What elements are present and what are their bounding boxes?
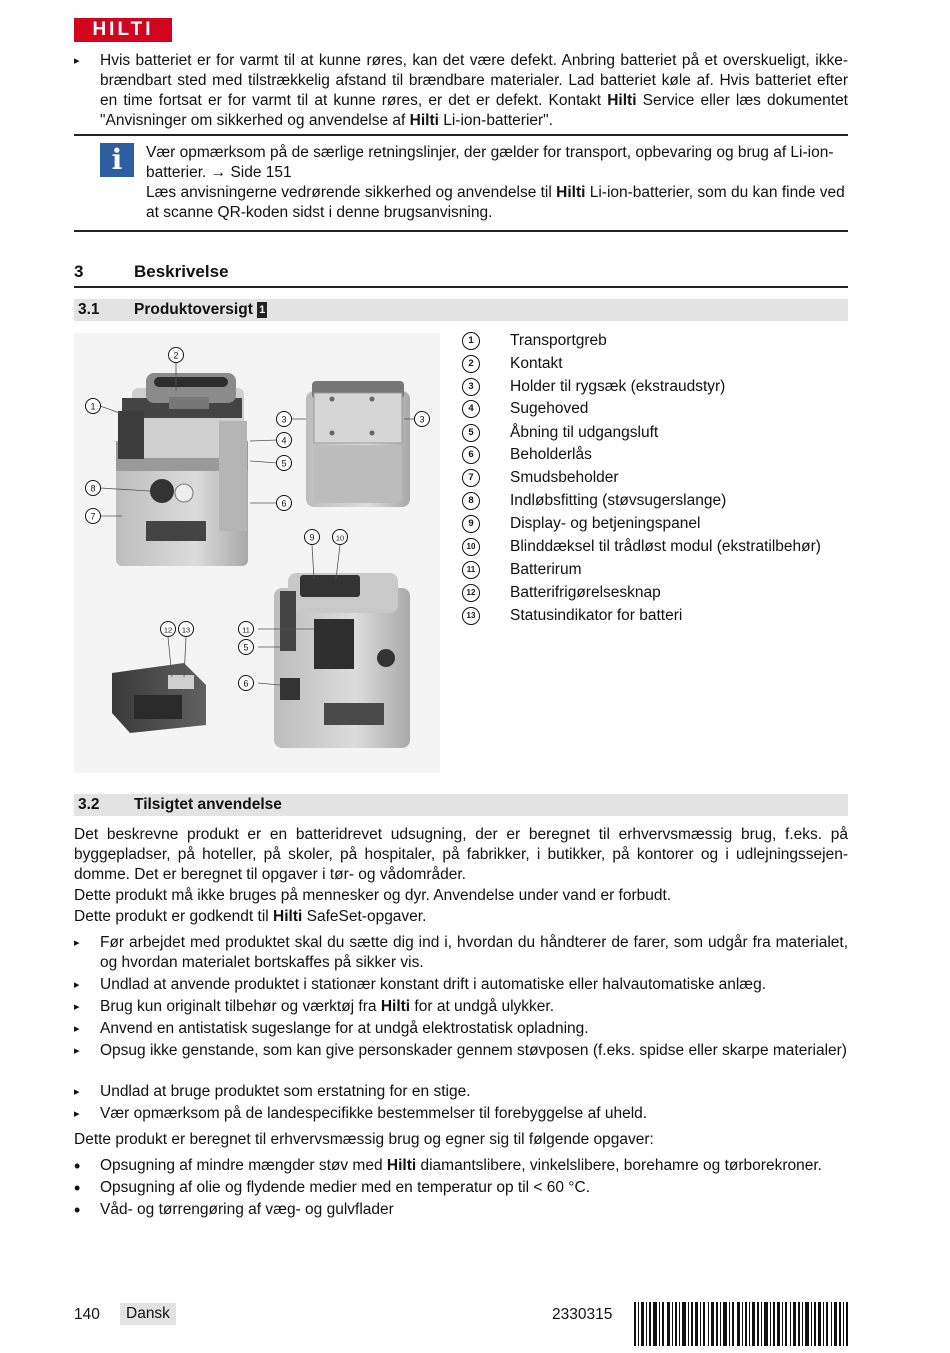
bullet-arrow-icon: ▸ [74,55,80,67]
callout-6b [239,676,254,691]
bullet-dot-icon: • [74,1178,81,1198]
callout-2 [169,348,184,363]
task-bullet: • Opsugning af olie og flydende medier med en temperatur op til < 60 °C. [74,1178,590,1198]
svg-text:6: 6 [281,498,287,509]
arrow-right-icon: → [210,164,227,181]
callout-13 [179,622,194,637]
warning-text: Li-ion-batterier". [438,112,553,129]
info-note-line2: Læs anvisningerne vedrørende sikkerhed og anvendelse til Hilti Li-ion-batterier, som du kan finde ved at scanne QR-koden sidst i denne brugsanvisning. [146,184,845,221]
task-bullet: • Våd- og tørrengøring af væg- og gulvflader [74,1200,394,1220]
callout-11 [239,622,254,637]
barcode-icon [634,1302,848,1346]
callout-4 [277,433,292,448]
bullet-dot-icon: • [74,1156,81,1176]
document-code: 2330315 [552,1306,613,1323]
figure-reference-badge: 1 [259,304,266,316]
language-label: Dansk [120,1303,176,1325]
rule-bullet: ▸ Undlad at anvende produktet i stationær konstant drift i automatiske eller halvautomatiske anlæg. [74,976,767,993]
tasks-intro: Dette produkt er beregnet til erhvervsmæssig brug og egner sig til følgende opgaver: [74,1131,654,1148]
info-icon: i [100,143,134,177]
subsection-heading [74,299,848,321]
brand-name: Hilti [409,112,439,129]
svg-text:4: 4 [281,435,287,446]
brand-name: Hilti [386,1157,417,1174]
battery-pack [112,663,206,733]
subsection-heading [74,794,848,816]
callout-6a [277,496,292,511]
callout-1 [86,399,101,414]
callout-5a [277,456,292,471]
brand-name: Hilti [607,92,637,109]
hilti-logo: HILTI [74,18,172,42]
callout-8 [86,481,101,496]
subsection-number: 3.1 [78,301,100,318]
rule-bullet: ▸ Anvend en antistatisk sugeslange for at undgå elektrostatisk opladning. [74,1020,589,1037]
intro-paragraph: Dette produkt må ikke bruges på mennesker og dyr. Anvendelse under vand er forbudt. [74,887,672,904]
rule-bullet: ▸ Vær opmærksom på de landespecifikke bestemmelser til forebyggelse af uheld. [74,1105,648,1122]
brand-name: Hilti [556,184,586,201]
section-title: Beskrivelse [134,262,229,281]
warning-text: Hvis batteriet er for varmt til at kunne røres, kan det være defekt. Anbring batteriet på et overskueligt, ikke-brændbart sted med tilstrækkelig afstand til brændbare materialer. Lad batteriet køle af. Hvis batteriet efter en time fortsat er for varmt til at kunne røres, er det er defekt. Kontakt [100,52,848,109]
note-bottom-rule [74,230,848,232]
intro-paragraph: Det beskrevne produkt er en batteridrevet udsugning, der er beregnet til erhvervsmæssig brug, f.eks. på byggepladser, på hoteller, på skoler, på hospitaler, på fabrikker, i butikker, på kontorer og i udlejningssejen-domme. Det er beregnet til opgaver i tør- og vådområder. [74,826,848,883]
section-rule [74,286,848,288]
vacuum-back-view [306,381,410,507]
bullet-arrow-icon: ▸ [74,1023,80,1035]
svg-text:6: 6 [243,678,249,689]
bullet-arrow-icon: ▸ [74,1001,80,1013]
rule-bullet: ▸ Undlad at bruge produktet som erstatning for en stige. [74,1083,471,1100]
svg-text:12: 12 [163,625,173,635]
svg-text:5: 5 [243,642,249,653]
page-number: 140 [74,1306,100,1323]
callout-10 [333,530,348,545]
callout-3b [415,412,430,427]
bullet-arrow-icon: ▸ [74,979,80,991]
svg-text:8: 8 [90,483,96,494]
product-overview-figure [74,333,440,773]
warning-text: Service eller læs dokumentet "Anvisninger om sikkerhed og anvendelse af [100,92,848,129]
callout-9 [305,530,320,545]
subsection-title: Produktoversigt 1 [134,301,266,318]
info-note-line1: Vær opmærksom på de særlige retningslinjer, der gælder for transport, opbevaring og brug af Li-ion- batterier. → Side 151 [146,144,834,181]
rule-bullet: ▸ Før arbejdet med produktet skal du sætte dig ind i, hvordan du håndterer de farer, som udgår fra materialet, og hvordan materialet bortskaffes på sikker vis. [74,934,848,971]
callout-5b [239,640,254,655]
svg-text:5: 5 [281,458,287,469]
info-note [146,143,848,223]
subsection-title: Tilsigtet anvendelse [134,796,282,813]
bullet-arrow-icon: ▸ [74,1108,80,1120]
bullet-arrow-icon: ▸ [74,937,80,949]
warning-bullet [74,51,848,131]
brand-name: Hilti [380,998,411,1015]
svg-text:9: 9 [309,532,315,543]
intro-paragraph: Dette produkt er godkendt til Hilti SafeSet-opgaver. [74,908,427,925]
rule-bullet: ▸ Brug kun originalt tilbehør og værktøj fra Hilti for at undgå ulykker. [74,998,555,1015]
vacuum-front-view [116,373,248,566]
svg-text:7: 7 [90,511,96,522]
svg-text:11: 11 [242,625,250,635]
svg-text:1: 1 [90,401,96,412]
svg-text:3: 3 [281,414,287,425]
bullet-arrow-icon: ▸ [74,1045,80,1057]
svg-text:10: 10 [335,533,345,543]
page-reference[interactable]: Side 151 [230,164,292,181]
svg-text:3: 3 [419,414,425,425]
task-bullet: • Opsugning af mindre mængder støv med Hilti diamantslibere, vinkelslibere, borehamre og tørborekroner. [74,1156,822,1176]
bullet-arrow-icon: ▸ [74,1086,80,1098]
brand-name: Hilti [273,908,303,925]
subsection-number: 3.2 [78,796,100,813]
note-top-rule [74,134,848,136]
section-number: 3 [74,262,84,281]
callout-7 [86,509,101,524]
rule-bullet: ▸ Opsug ikke genstande, som kan give personskader gennem støvposen (f.eks. spidse eller skarpe materialer) [74,1042,847,1059]
bullet-dot-icon: • [74,1200,81,1220]
svg-text:13: 13 [181,625,191,635]
svg-text:2: 2 [173,350,179,361]
vacuum-side-view [274,573,410,748]
callout-3a [277,412,292,427]
callout-12 [161,622,176,637]
